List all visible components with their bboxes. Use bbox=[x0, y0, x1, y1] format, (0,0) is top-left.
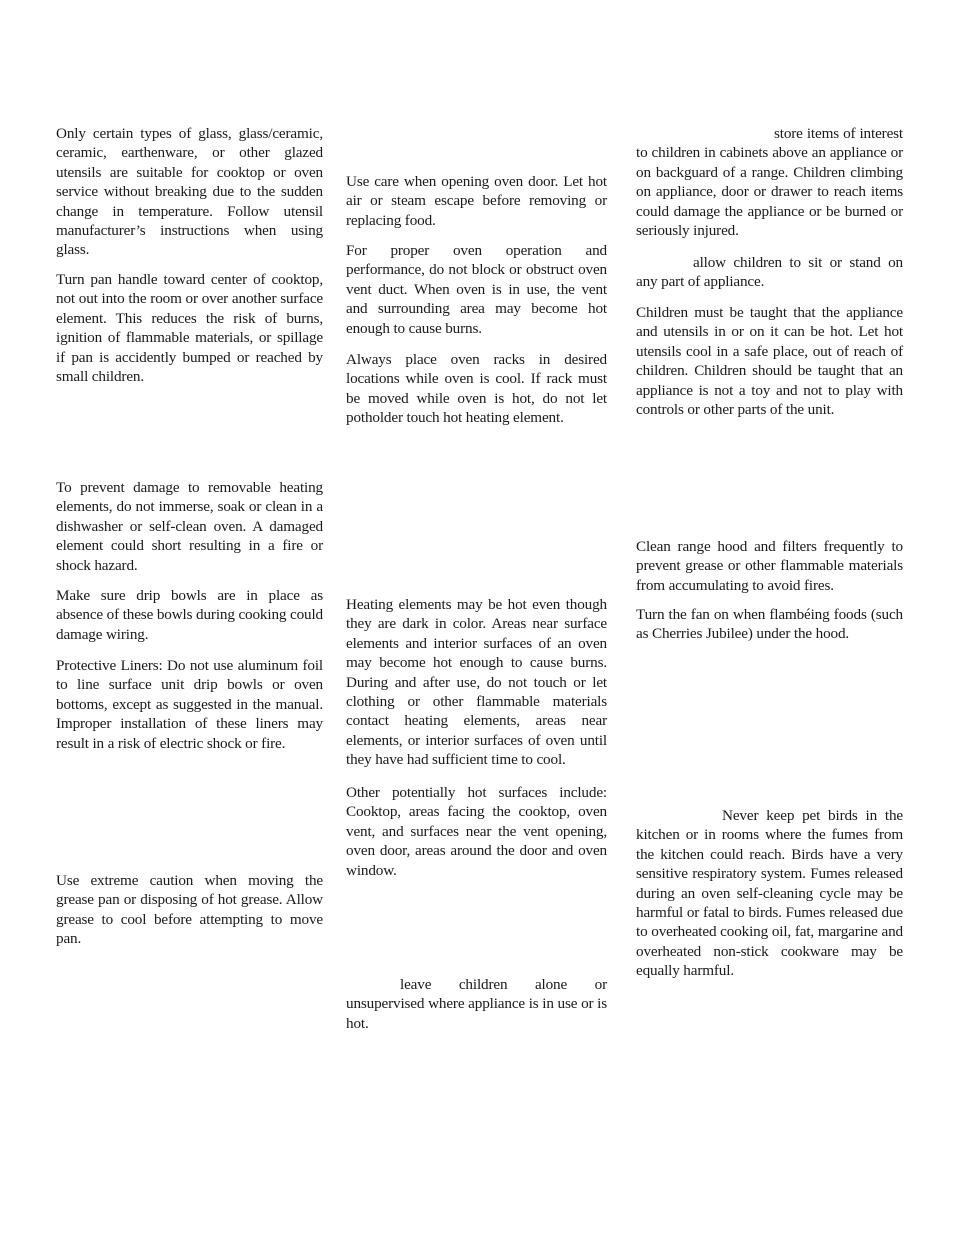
oven-vent-paragraph: For proper oven operation and performance, do not block or obstruct oven vent duct. When oven is in use, the vent and surrounding area may become hot enough to cause burns. bbox=[346, 242, 607, 337]
grease-pan-paragraph: Use extreme caution when moving the grease pan or disposing of hot grease. Allow grease to cool before attempting to move pan. bbox=[56, 872, 323, 948]
children-supervision-paragraph: leave children alone or unsupervised where appliance is in use or is hot. bbox=[346, 976, 607, 1032]
heating-elements-cleaning-paragraph: To prevent damage to removable heating elements, do not immerse, soak or clean in a dishwasher or self-clean oven. A damaged element could short resulting in a fire or shock hazard. bbox=[56, 479, 323, 574]
oven-racks-paragraph: Always place oven racks in desired locations while oven is cool. If rack must be moved while oven is hot, do not let potholder touch hot heating element. bbox=[346, 351, 607, 427]
range-hood-paragraph: Clean range hood and filters frequently to prevent grease or other flammable materials from accumulating to avoid fires. bbox=[636, 538, 903, 594]
oven-door-paragraph: Use care when opening oven door. Let hot air or steam escape before removing or replacing food. bbox=[346, 173, 607, 229]
children-sit-stand-paragraph: allow children to sit or stand on any part of appliance. bbox=[636, 254, 903, 291]
glass-utensils-paragraph: Only certain types of glass, glass/ceramic, ceramic, earthenware, or other glazed utensils are suitable for cooktop or oven service without breaking due to the sudden change in temperature. Follow utensil manufacturer’s instructions when using glass. bbox=[56, 125, 323, 259]
hot-surfaces-paragraph: Other potentially hot surfaces include: Cooktop, areas facing the cooktop, oven vent, and surfaces near the vent opening, oven door, areas around the door and oven window. bbox=[346, 784, 607, 879]
children-taught-paragraph: Children must be taught that the appliance and utensils in or on it can be hot. Let hot utensils cool in a safe place, out of reach of children. Children should be taught that an appliance is not a toy and not to play with controls or other parts of the unit. bbox=[636, 304, 903, 419]
pet-birds-paragraph: Never keep pet birds in the kitchen or in rooms where the fumes from the kitchen could reach. Birds have a very sensitive respiratory system. Fumes released during an oven self-cleaning cycle may be harmful or fatal to birds. Fumes released due to overheated cooking oil, fat, margarine and overheated non-stick cookware may be equally harmful. bbox=[636, 807, 903, 980]
fan-flambe-paragraph: Turn the fan on when flambéing foods (such as Cherries Jubilee) under the hood. bbox=[636, 606, 903, 643]
pan-handle-paragraph: Turn pan handle toward center of cooktop, not out into the room or over another surface element. This reduces the risk of burns, ignition of flammable materials, or spillage if pan is accidently bumped or reached by small children. bbox=[56, 271, 323, 386]
storage-above-appliance-paragraph: store items of interest to children in cabinets above an appliance or on backguard of a range. Children climbing on appliance, door or drawer to reach items could damage the appliance or be burned or seriously injured. bbox=[636, 125, 903, 240]
protective-liners-paragraph: Protective Liners: Do not use aluminum foil to line surface unit drip bowls or oven bottoms, except as suggested in the manual. Improper installation of these liners may result in a risk of electric shock or fire. bbox=[56, 657, 323, 752]
hot-elements-paragraph: Heating elements may be hot even though they are dark in color. Areas near surface elements and interior surfaces of an oven may become hot enough to cause burns. During and after use, do not touch or let clothing or other flammable materials contact heating elements, areas near elements, or interior surfaces of oven until they have had sufficient time to cool. bbox=[346, 596, 607, 769]
drip-bowls-paragraph: Make sure drip bowls are in place as absence of these bowls during cooking could damage wiring. bbox=[56, 587, 323, 643]
